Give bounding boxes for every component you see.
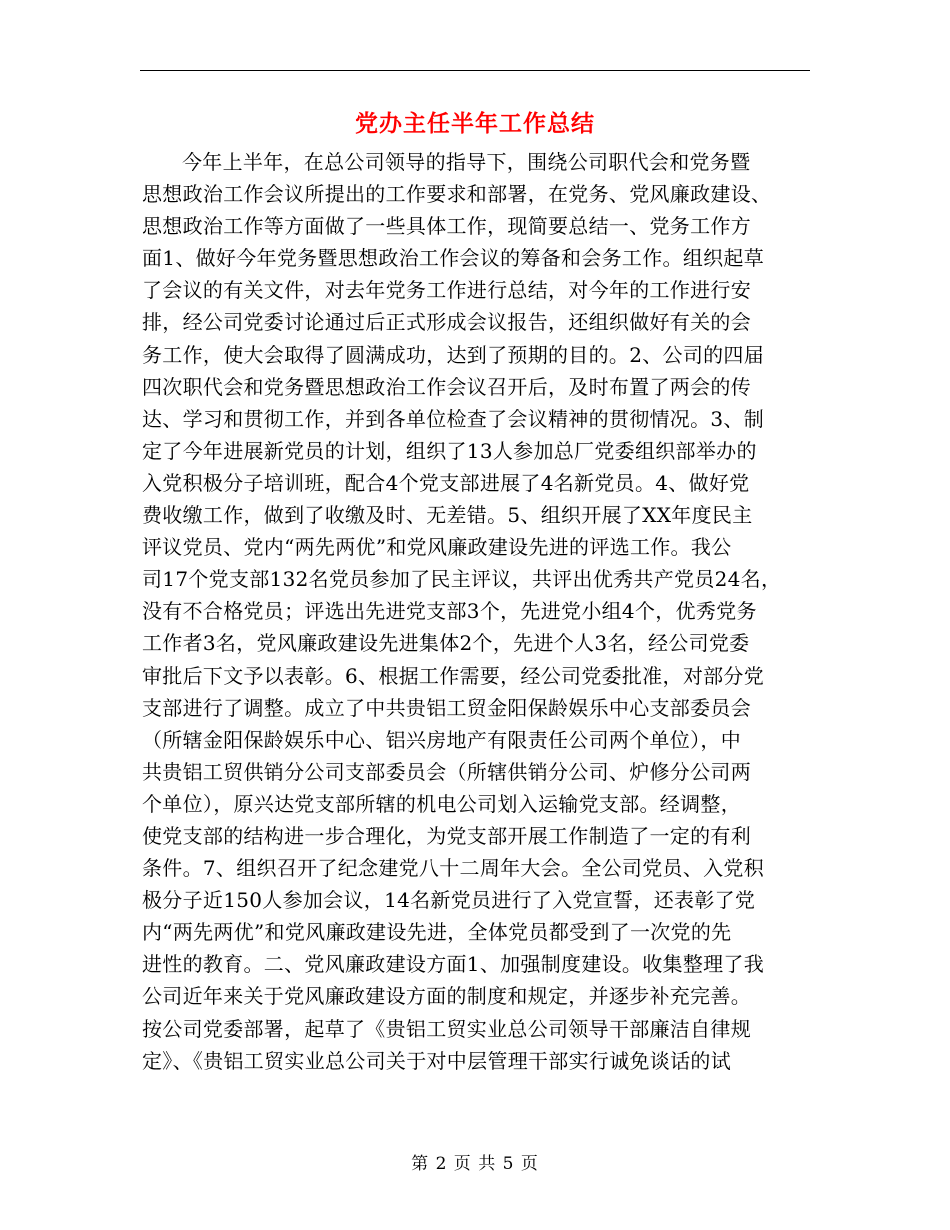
- paragraph-line: 面1、做好今年党务暨思想政治工作会议的筹备和会务工作。组织起草: [142, 246, 765, 271]
- paragraph-line: 达、学习和贯彻工作，并到各单位检查了会议精神的贯彻情况。3、制: [142, 406, 765, 431]
- paragraph-line: 共贵铝工贸供销分公司支部委员会（所辖供销分公司、炉修分公司两: [142, 759, 751, 784]
- paragraph-line: 司17个党支部132名党员参加了民主评议，共评出优秀共产党员24名，: [142, 567, 782, 592]
- paragraph-line: 条件。7、组织召开了纪念建党八十二周年大会。全公司党员、入党积: [142, 856, 765, 881]
- paragraph-line: 极分子近150人参加会议，14名新党员进行了入党宣誓，还表彰了党: [142, 888, 756, 913]
- document-title: 党办主任半年工作总结: [355, 110, 595, 137]
- paragraph-line: 今年上半年，在总公司领导的指导下，围绕公司职代会和党务暨: [182, 150, 751, 174]
- paragraph-line: 没有不合格党员；评选出先进党支部3个，先进党小组4个，优秀党务: [142, 599, 757, 624]
- paragraph-line: 内“两先两优”和党风廉政建设先进，全体党员都受到了一次党的先: [142, 920, 732, 945]
- paragraph-line: 费收缴工作，做到了收缴及时、无差错。5、组织开展了XX年度民主: [142, 503, 753, 528]
- paragraph-line: （所辖金阳保龄娱乐中心、铝兴房地产有限责任公司两个单位），中: [142, 727, 741, 752]
- paragraph-line: 工作者3名，党风廉政建设先进集体2个，先进个人3名，经公司党委: [142, 631, 750, 656]
- paragraph-line: 支部进行了调整。成立了中共贵铝工贸金阳保龄娱乐中心支部委员会: [142, 695, 751, 720]
- paragraph-line: 审批后下文予以表彰。6、根据工作需要，经公司党委批准，对部分党: [142, 663, 765, 688]
- header-rule: [140, 70, 810, 71]
- paragraph-line: 按公司党委部署，起草了《贵铝工贸实业总公司领导干部廉洁自律规: [142, 1016, 751, 1041]
- paragraph-line: 评议党员、党内“两先两优”和党风廉政建设先进的评选工作。我公: [142, 535, 732, 560]
- document-body: [142, 146, 810, 1077]
- paragraph-line: 务工作，使大会取得了圆满成功，达到了预期的目的。2、公司的四届: [142, 342, 765, 367]
- paragraph-line: 定》、《贵铝工贸实业总公司关于对中层管理干部实行诚免谈话的试: [142, 1048, 731, 1073]
- paragraph-line: 了会议的有关文件，对去年党务工作进行总结，对今年的工作进行安: [142, 278, 751, 303]
- paragraph-line: 个单位），原兴达党支部所辖的机电公司划入运输党支部。经调整，: [142, 791, 741, 816]
- paragraph-line: 四次职代会和党务暨思想政治工作会议召开后，及时布置了两会的传: [142, 374, 751, 399]
- paragraph-line: 使党支部的结构进一步合理化，为党支部开展工作制造了一定的有利: [142, 823, 751, 848]
- paragraph-line: 定了今年进展新党员的计划，组织了13人参加总厂党委组织部举办的: [142, 438, 757, 463]
- paragraph-line: 入党积极分子培训班，配合4个党支部进展了4名新党员。4、做好党: [142, 470, 750, 495]
- paragraph-line: 思想政治工作会议所提出的工作要求和部署，在党务、党风廉政建设、: [142, 182, 772, 207]
- paragraph-line: 排，经公司党委讨论通过后正式形成会议报告，还组织做好有关的会: [142, 310, 751, 335]
- paragraph-line: 思想政治工作等方面做了一些具体工作，现简要总结一、党务工作方: [142, 214, 751, 239]
- page-indicator: 第 2 页 共 5 页: [411, 1154, 539, 1174]
- paragraph-line: 进性的教育。二、党风廉政建设方面1、加强制度建设。收集整理了我: [142, 952, 765, 977]
- paragraph-line: 公司近年来关于党风廉政建设方面的制度和规定，并逐步补充完善。: [142, 984, 751, 1009]
